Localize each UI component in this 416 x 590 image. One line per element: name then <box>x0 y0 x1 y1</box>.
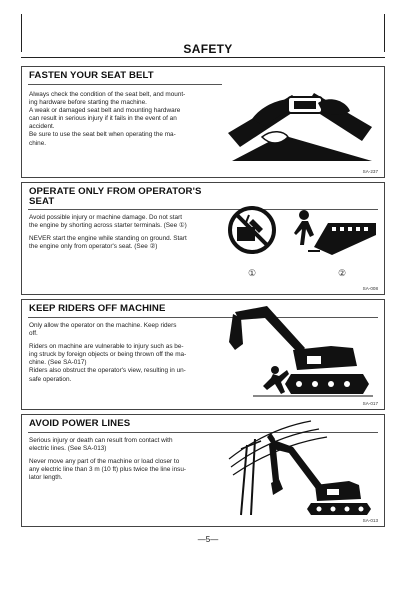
text-line: Riders also obstruct the operator's view, resulting in un- <box>29 367 186 375</box>
section-title: AVOID POWER LINES <box>29 418 131 429</box>
text-line: Never move any part of the machine or load closer to <box>29 458 180 466</box>
section-title: FASTEN YOUR SEAT BELT <box>29 70 154 81</box>
section-keep-riders-off <box>21 299 385 410</box>
text-line: chine. (See SA-017) <box>29 359 87 367</box>
text-line: off. <box>29 330 38 338</box>
section-title <box>29 187 224 207</box>
text-line: Always check the condition of the seat belt, and mount- <box>29 91 186 98</box>
text-line: safe operation. <box>29 375 72 383</box>
text-line: chine. <box>29 139 47 147</box>
section-title-line: OPERATE ONLY FROM OPERATOR'S <box>29 186 202 197</box>
figure-label-1: ① <box>248 268 257 278</box>
section-fasten-seat-belt <box>21 66 385 178</box>
figure-code: SA-013 <box>362 518 378 523</box>
section-title: KEEP RIDERS OFF MACHINE <box>29 303 166 314</box>
text-line: A weak or damaged seat belt and mounting hardware <box>29 107 181 115</box>
section-avoid-power-lines <box>21 414 385 527</box>
text-line: Avoid possible injury or machine damage. Do not start <box>29 214 182 221</box>
text-line: ing struck by foreign objects or being thrown off the ma- <box>29 351 187 359</box>
text-line: Be sure to use the seat belt when operating the ma- <box>29 131 176 139</box>
text-line: lator length. <box>29 474 63 482</box>
text-line: can result in serious injury if it fails in the event of an <box>29 115 177 123</box>
text-line: any electric line than 3 m (10 ft) plus twice the line insu- <box>29 466 186 474</box>
section-title-line: SEAT <box>29 196 55 207</box>
text-line: the engine by shorting across starter terminals. (See ①) <box>29 222 187 230</box>
section-body <box>29 91 221 148</box>
figure-label-2: ② <box>338 268 347 278</box>
text-line: Only allow the operator on the machine. Keep riders <box>29 322 177 329</box>
text-line: NEVER start the engine while standing on ground. Start <box>29 235 187 243</box>
text-line: electric lines. (See SA-013) <box>29 445 107 453</box>
section-body <box>29 437 225 482</box>
excavator-power-lines-icon <box>227 419 377 517</box>
figure-code: SA-017 <box>362 401 378 406</box>
section-body <box>29 322 217 384</box>
figure-code: SA-237 <box>362 169 378 174</box>
no-shorting-prohibition-icon <box>227 205 277 255</box>
text-line: the engine only from operator's seat. (See ②) <box>29 243 158 251</box>
text-line: Riders on machine are vulnerable to injury such as be- <box>29 343 184 351</box>
header-rule <box>21 57 385 58</box>
section-operate-from-seat <box>21 182 385 295</box>
falling-person-crawler-icon <box>292 205 378 261</box>
text-line: accident. <box>29 123 55 131</box>
figure-code: SA-008 <box>362 286 378 291</box>
text-line: ing hardware before starting the machine. <box>29 99 147 107</box>
page-number: —5— <box>197 535 219 544</box>
excavator-rider-icon <box>227 304 377 400</box>
page-title: SAFETY <box>183 42 233 56</box>
seat-belt-buckle-icon <box>222 75 378 167</box>
text-line: Serious injury or death can result from contact with <box>29 437 173 444</box>
section-body <box>29 214 225 251</box>
